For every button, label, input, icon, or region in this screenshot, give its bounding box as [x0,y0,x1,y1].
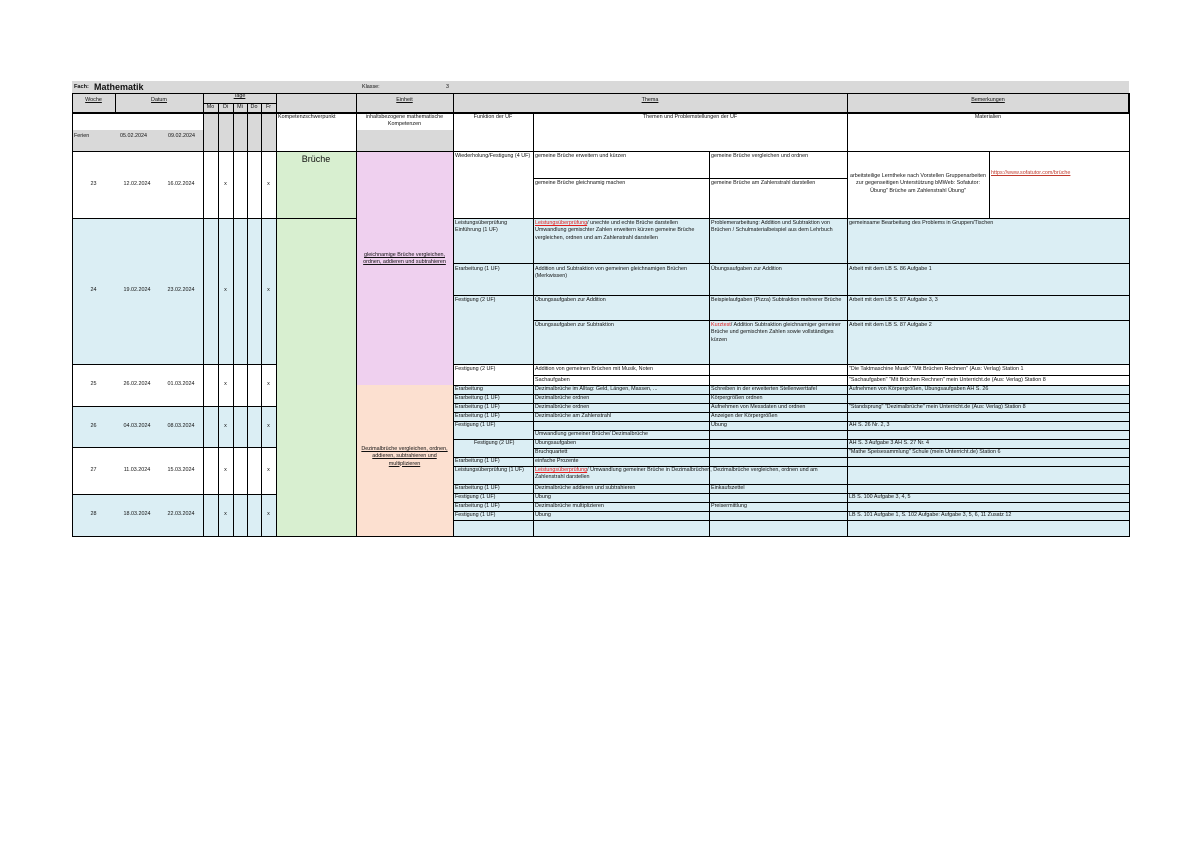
week-start: 12.02.2024 [123,180,151,187]
day-mark: x [224,381,227,388]
thema-cell: Addition von gemeinen Brüchen mit Musik, Noten [535,366,654,372]
thema-cell: gemeine Brüche am Zahlenstrahl darstellen [711,180,816,186]
leistung-marker: Leistungsüberprüfung [535,467,588,473]
sub-materialien: Materialien [974,114,1002,120]
thema-cell: Addition und Subtraktion von gemeinen gleichnamigen Brüchen (Merkwissen) [535,266,687,280]
week-end: 15.03.2024 [167,466,195,473]
thema-cell: Übungsaufgaben zur Addition [535,297,606,303]
bemerkung-cell: Arbeit mit dem LB S. 86 Aufgabe 1 [849,266,932,272]
thema-cell: Bruchquartett [535,449,568,455]
col-einheit: Einheit [396,97,413,103]
funktion-cell: Festigung (2 UF) [474,440,515,446]
sub-funktion: Funktion der UF [473,114,513,120]
klasse-label: Klasse: [362,84,380,90]
bemerkung-cell: Arbeit mit dem LB S. 87 Aufgabe 3, 3 [849,297,938,303]
week-nr: 27 [90,466,97,473]
funktion-cell: Festigung (1 UF) [455,422,496,428]
week-end: 16.02.2024 [167,180,195,187]
week-end: 08.03.2024 [167,422,195,429]
bemerkung-cell: Arbeit mit dem LB S. 87 Aufgabe 2 [849,322,932,328]
thema-cell: Einkaufszettel [711,485,745,491]
col-woche: Woche [85,97,102,103]
day-mark: x [267,287,270,294]
funktion-cell: Erarbeitung (1 UF) [455,413,500,419]
day-mark: x [224,287,227,294]
bemerkung-cell: Aufnehmen von Körpergrößen, Übungsaufgaben AH S. 26 [849,386,989,392]
bemerkung-cell: "Mathe Speisesammlung" Schule (mein Unterricht.de) Station 6 [849,449,1001,455]
bemerkung-cell: LB S. 101 Aufgabe 1, S. 102 Aufgabe: Aufgabe 3, 5, 6, 11 Zusatz 12 [849,512,1012,518]
thema-cell: Dezimalbrüche im Alltag: Geld, Längen, Massen, ... [535,386,658,392]
day-mark: x [224,511,227,518]
sofatutor-link[interactable] [989,169,1129,181]
leistung-marker: Leistungsüberprüfung [535,220,588,226]
thema-cell: einfache Prozente [535,458,579,464]
col-datum: Datum [151,97,167,103]
einheit-inhalt-1: gleichnamige Brüche vergleichen, ordnen, addieren und subtrahieren [363,252,446,266]
sub-themen: Themen und Problemstellungen der UF [642,114,738,120]
sub-inhalt: inhaltsbezogene mathematische Kompetenzen [365,114,444,128]
thema-cell: Dezimalbrüche am Zahlenstrahl [535,413,612,419]
thema-cell: Beispielaufgaben (Pizza) Subtraktion mehrerer Brüche [711,297,842,303]
funktion-cell: Festigung (1 UF) [455,512,496,518]
thema-cell: gemeine Brüche gleichnamig machen [535,180,626,186]
thema-cell [533,219,709,263]
funktion-cell: Festigung (1 UF) [455,494,496,500]
funktion-cell: Erarbeitung (1 UF) [455,266,500,272]
bemerkung-cell: AH S. 3 Aufgabe 3 AH S. 27 Nr. 4 [849,440,930,446]
week-start: 26.02.2024 [123,381,151,388]
funktion-cell: Wiederholung/Festigung (4 UF) [455,153,531,159]
ferien-end: 09.02.2024 [168,133,195,139]
week-start: 04.03.2024 [123,422,151,429]
bemerkung-cell: "Sachaufgaben" "Mit Brüchen Rechnen" mein Unterricht.de (Aus: Verlag) Station 8 [849,377,1046,383]
day-mark: x [224,180,227,187]
thema-cell: Dezimalbrüche ordnen [535,395,590,401]
thema-cell: Preisermittlung [711,503,747,509]
week-end: 23.02.2024 [167,287,195,294]
day-mark: x [267,511,270,518]
thema-cell: Körpergrößen ordnen [711,395,763,401]
week-end: 22.03.2024 [167,511,195,518]
thema-cell [709,321,847,363]
inhalt-shade [356,130,453,151]
day-mark: x [267,422,270,429]
bemerkung-cell: arbeitsteilige Lerntheke nach Vorstellen Gruppenarbeiten zur gegenseitigen Unterstützung bMWeb: Sofatutor: Übung" Brüche am Zahlenstrahl Übung" [849,173,987,194]
funktion-cell: Leistungsüberprüfung Einführung (1 UF) [455,220,508,234]
fach-value: Mathematik [94,82,144,92]
funktion-cell: Erarbeitung (1 UF) [455,503,500,509]
week-start: 19.02.2024 [123,287,151,294]
bemerkung-cell: AH S. 26 Nr. 2, 3 [849,422,890,428]
day-di: Di [222,104,229,110]
thema-cell: Sachaufgaben [535,377,570,383]
thema-cell: Übungsaufgaben [535,440,577,446]
thema-text: / Addition Subtraktion gleichnamiger gemeiner Brüche und gemischten Zahlen sowie vollständiges kürzen [711,322,841,343]
kompetenz-column [276,151,356,536]
day-mark: x [224,466,227,473]
tage-shade [203,113,276,151]
bemerkung-cell: "Die Taktmaschine Musik" "Mit Brüchen Rechnen" (Aus: Verlag) Station 1 [849,366,1024,372]
thema-cell: gemeine Brüche erweitern und kürzen [535,153,627,159]
week-start: 18.03.2024 [123,511,151,518]
week-end: 01.03.2024 [167,381,195,388]
inhalt-block-1 [356,151,453,385]
thema-cell: Dezimalbrüche addieren und subtrahieren [535,485,636,491]
week-nr: 26 [90,422,97,429]
sofatutor-link-text[interactable]: https://www.sofatutor.com/brüche [991,170,1071,176]
fach-label: Fach: [74,84,89,90]
day-mark: x [267,466,270,473]
week-start: 11.03.2024 [123,466,151,473]
day-mark: x [267,180,270,187]
funktion-cell: Festigung (2 UF) [455,297,496,303]
thema-cell: Schreiben in der erweiterten Stellenwerttafel [711,386,817,392]
thema-cell: Übung [535,494,551,500]
thema-cell: Übungsaufgaben zur Addition [711,266,782,272]
thema-text: / Umwandlung gemeiner Brüche in Dezimalbrüchen, Dezimalbrüche vergleichen, ordnen und am Zahlenstrahl darstellen [535,467,818,481]
thema-cell: Umwandlung gemeiner Brüche/ Dezimalbrüche [535,431,648,437]
funktion-cell: Erarbeitung (1 UF) [455,404,500,410]
day-mo: Mo [206,104,215,110]
thema-cell: gemeine Brüche vergleichen und ordnen [711,153,809,159]
week-nr: 28 [90,511,97,518]
day-fr: Fr [265,104,272,110]
thema-cell: Aufnehmen von Messdaten und ordnen [711,404,806,410]
ferien-start: 05.02.2024 [120,133,147,139]
funktion-cell: Erarbeitung [455,386,483,392]
thema-cell: Dezimalbrüche multiplizieren [535,503,604,509]
thema-cell: Übungsaufgaben zur Subtraktion [535,322,614,328]
funktion-cell: Erarbeitung (1 UF) [455,395,500,401]
thema-text: / unechte und echte Brüche darstellen Umwandlung gemischter Zahlen erweitern kürzen gemeine Brüche vergleichen, ordnen und am Zahlenstrahl darstellen [535,220,695,241]
thema-cell: Anzeigen der Körpergrößen [711,413,778,419]
funktion-cell: Erarbeitung (1 UF) [455,485,500,491]
day-do: Do [250,104,258,110]
lesson-plan-sheet [72,81,1129,537]
einheit-inhalt-2: Dezimalbrüche vergleichen, ordnen, addieren, subtrahieren und multiplizieren [361,446,448,467]
week-nr: 24 [90,287,97,294]
thema-cell: Dezimalbrüche ordnen [535,404,590,410]
thema-cell: Übung [711,422,727,428]
thema-cell: Problemerarbeitung: Addition und Subtraktion von Brüchen / Schulmaterialbeispiel aus dem Lehrbuch [711,220,833,234]
col-bemerkungen: Bemerkungen [971,97,1005,103]
bemerkung-cell: LB S. 100 Aufgabe 3, 4, 5 [849,494,911,500]
funktion-cell: Erarbeitung (1 UF) [455,458,500,464]
thema-cell [533,466,847,484]
col-tage: Tage [233,93,246,99]
funktion-cell: Festigung (2 UF) [455,366,496,372]
thema-cell: Übung [535,512,551,518]
week-nr: 23 [90,180,97,187]
bemerkung-cell: "Standsprung" "Dezimalbrüche" mein Unterricht.de (Aus: Verlag) Station 8 [849,404,1026,410]
klasse-value: 3 [446,84,449,90]
day-mi: Mi [237,104,243,110]
day-mark: x [224,422,227,429]
einheit-brueche: Brüche [301,154,331,164]
sub-kompetenz: Kompetenzschwerpunkt [278,114,336,120]
ferien-label: Ferien [74,133,90,139]
bemerkung-cell: gemeinsame Bearbeitung des Problems in Gruppen/Tischen [849,220,994,226]
funktion-cell: Leistungsüberprüfung (1 UF) [455,467,524,473]
kurztest-marker: Kurztest [711,322,731,328]
col-thema: Thema [641,97,659,103]
week-nr: 25 [90,381,97,388]
day-mark: x [267,381,270,388]
